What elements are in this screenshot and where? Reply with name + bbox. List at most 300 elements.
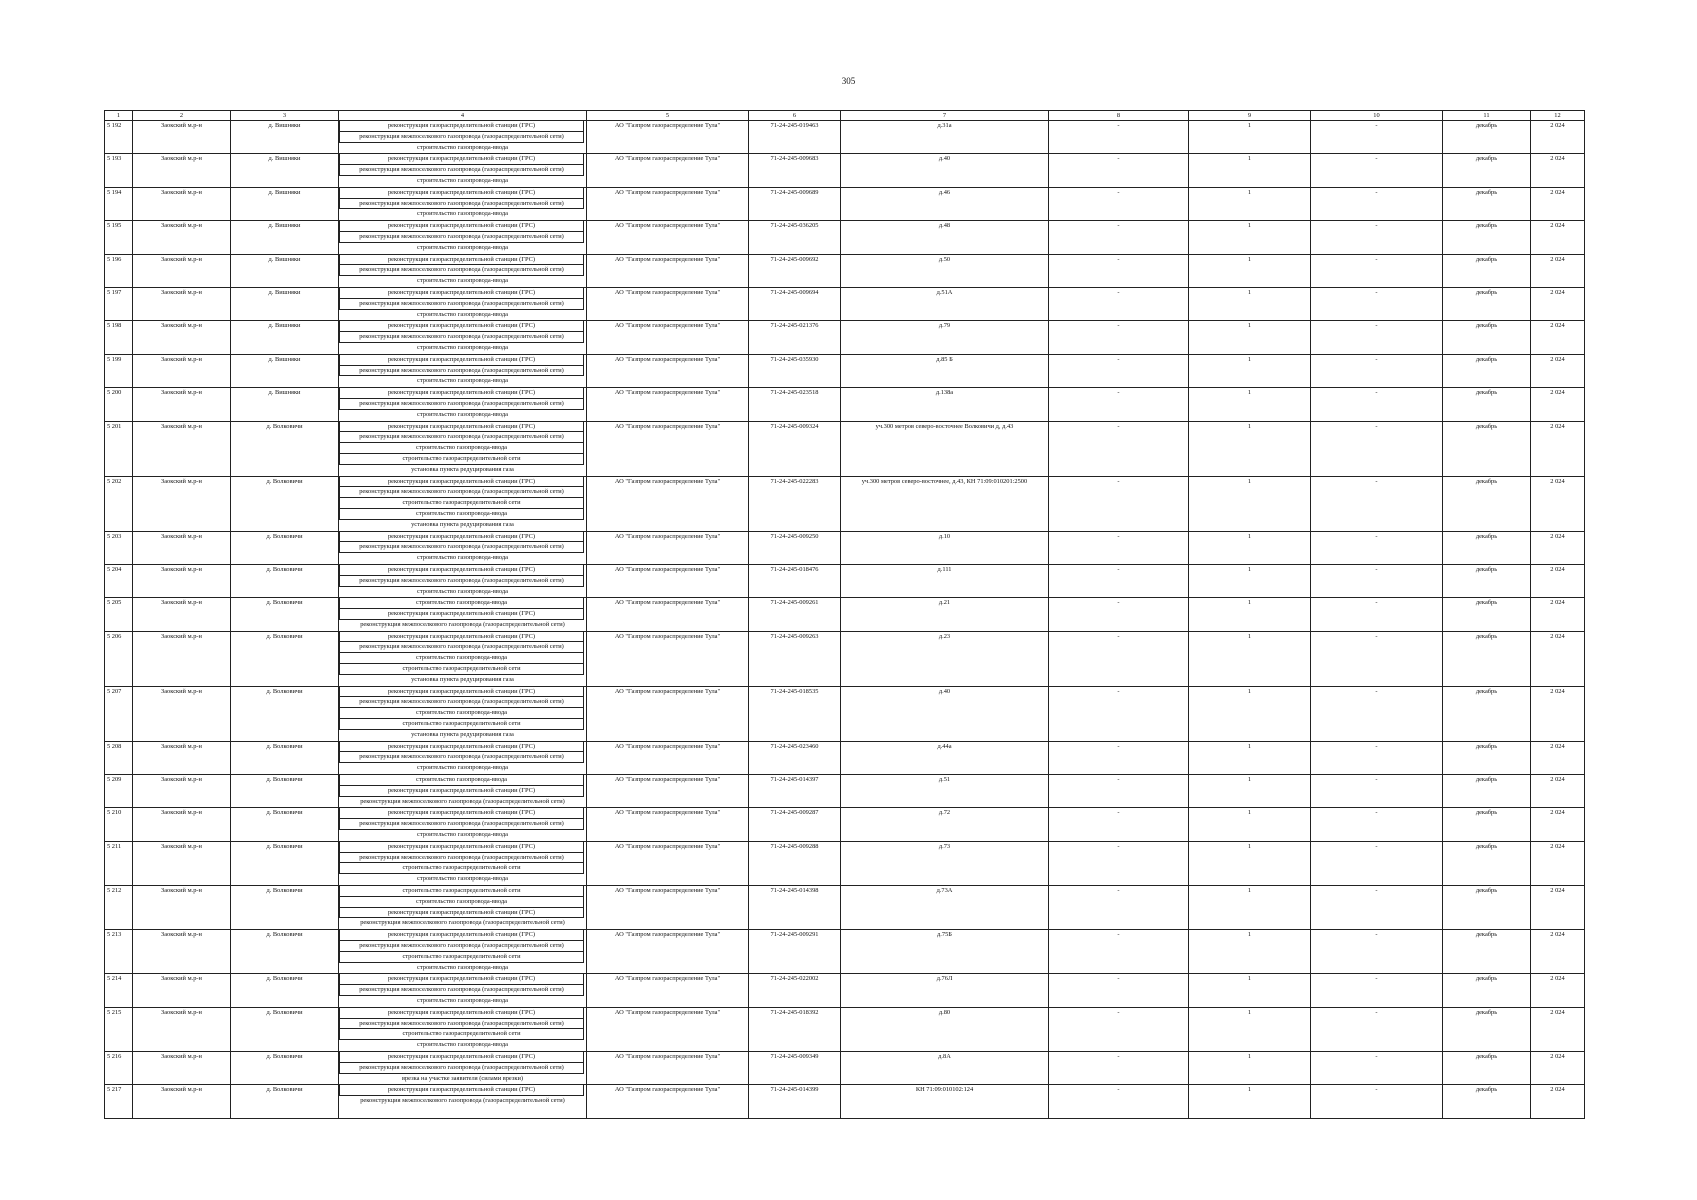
locality-cell: д. Волковичи (231, 930, 339, 974)
work-item: реконструкция межпоселкового газопровода (газораспределительной сети) (339, 697, 584, 708)
month-cell: декабрь (1443, 886, 1531, 930)
row-number: 5 217 (105, 1085, 133, 1118)
organization-cell: АО "Газпром газораспределение Тула" (587, 886, 749, 930)
district-cell: Заокский м.р-н (133, 388, 231, 421)
locality-cell: д. Волковичи (231, 1052, 339, 1085)
year-cell: 2 024 (1531, 598, 1585, 631)
col9-cell: 1 (1189, 476, 1311, 531)
column-header-11: 11 (1443, 111, 1531, 121)
locality-cell: д. Волковичи (231, 974, 339, 1007)
month-cell: декабрь (1443, 321, 1531, 354)
work-item: реконструкция межпоселкового газопровода (газораспределительной сети) (339, 1063, 584, 1074)
month-cell: декабрь (1443, 476, 1531, 531)
row-number: 5 192 (105, 121, 133, 154)
month-cell: декабрь (1443, 775, 1531, 808)
row-number: 5 199 (105, 354, 133, 387)
work-item: реконструкция межпоселкового газопровода (газораспределительной сети) (339, 132, 584, 143)
col9-cell: 1 (1189, 886, 1311, 930)
application-id-cell: 71-24-245-009287 (749, 808, 841, 841)
table-row (105, 154, 1585, 187)
col9-cell: 1 (1189, 531, 1311, 564)
year-cell: 2 024 (1531, 154, 1585, 187)
locality-cell: д. Вишняки (231, 187, 339, 220)
year-cell: 2 024 (1531, 531, 1585, 564)
locality-cell: д. Волковичи (231, 686, 339, 741)
locality-cell: д. Вишняки (231, 287, 339, 320)
col8-cell: - (1049, 631, 1189, 686)
district-cell: Заокский м.р-н (133, 154, 231, 187)
table-row (105, 354, 1585, 387)
month-cell: декабрь (1443, 154, 1531, 187)
col10-cell: - (1311, 1052, 1443, 1085)
col8-cell: - (1049, 1052, 1189, 1085)
application-id-cell: 71-24-245-009291 (749, 930, 841, 974)
work-item: реконструкция межпоселкового газопровода (газораспределительной сети) (339, 165, 584, 176)
col8-cell: - (1049, 1085, 1189, 1118)
year-cell: 2 024 (1531, 321, 1585, 354)
month-cell: декабрь (1443, 187, 1531, 220)
locality-cell: д. Волковичи (231, 1007, 339, 1051)
work-item: установка пункта редуцирования газа (411, 675, 514, 683)
address-cell: д.10 (841, 531, 1049, 564)
works-cell (339, 1052, 587, 1085)
works-cell (339, 1007, 587, 1051)
works-cell (339, 187, 587, 220)
col9-cell: 1 (1189, 121, 1311, 154)
table-row (105, 254, 1585, 287)
col9-cell: 1 (1189, 974, 1311, 1007)
application-id-cell: 71-24-245-009689 (749, 187, 841, 220)
application-id-cell: 71-24-245-009250 (749, 531, 841, 564)
works-cell (339, 476, 587, 531)
col8-cell: - (1049, 187, 1189, 220)
organization-cell: АО "Газпром газораспределение Тула" (587, 686, 749, 741)
organization-cell: АО "Газпром газораспределение Тула" (587, 841, 749, 885)
month-cell: декабрь (1443, 930, 1531, 974)
work-item: реконструкция газораспределительной станции (ГРС) (339, 930, 584, 941)
locality-cell: д. Вишняки (231, 254, 339, 287)
district-cell: Заокский м.р-н (133, 598, 231, 631)
col8-cell: - (1049, 974, 1189, 1007)
row-number: 5 204 (105, 564, 133, 597)
col10-cell: - (1311, 154, 1443, 187)
work-item: строительство газопровода-ввода (417, 963, 508, 971)
col8-cell: - (1049, 221, 1189, 254)
work-item: строительство газопровода-ввода (417, 277, 508, 285)
work-item: реконструкция межпоселкового газопровода (газораспределительной сети) (339, 366, 584, 377)
application-id-cell: 71-24-245-036205 (749, 221, 841, 254)
row-number: 5 197 (105, 287, 133, 320)
work-item: реконструкция межпоселкового газопровода (газораспределительной сети) (339, 576, 584, 587)
col8-cell: - (1049, 1007, 1189, 1051)
address-cell: д.21 (841, 598, 1049, 631)
col8-cell: - (1049, 886, 1189, 930)
works-cell (339, 741, 587, 774)
row-number: 5 196 (105, 254, 133, 287)
application-id-cell: 71-24-245-009692 (749, 254, 841, 287)
address-cell: д.40 (841, 154, 1049, 187)
work-item: установка пункта редуцирования газа (411, 730, 514, 738)
col8-cell: - (1049, 930, 1189, 974)
month-cell: декабрь (1443, 1007, 1531, 1051)
district-cell: Заокский м.р-н (133, 531, 231, 564)
col9-cell: 1 (1189, 1052, 1311, 1085)
year-cell: 2 024 (1531, 631, 1585, 686)
organization-cell: АО "Газпром газораспределение Тула" (587, 974, 749, 1007)
address-cell: д.46 (841, 187, 1049, 220)
work-item: строительство газопровода-ввода (417, 377, 508, 385)
col10-cell: - (1311, 531, 1443, 564)
row-number: 5 214 (105, 974, 133, 1007)
year-cell: 2 024 (1531, 1007, 1585, 1051)
month-cell: декабрь (1443, 631, 1531, 686)
organization-cell: АО "Газпром газораспределение Тула" (587, 121, 749, 154)
locality-cell: д. Волковичи (231, 741, 339, 774)
month-cell: декабрь (1443, 1052, 1531, 1085)
col8-cell: - (1049, 354, 1189, 387)
col10-cell: - (1311, 388, 1443, 421)
row-number: 5 211 (105, 841, 133, 885)
table-row (105, 974, 1585, 1007)
col8-cell: - (1049, 686, 1189, 741)
address-cell: КН 71:09:010102:124 (841, 1085, 1049, 1118)
application-id-cell: 71-24-245-009288 (749, 841, 841, 885)
organization-cell: АО "Газпром газораспределение Тула" (587, 421, 749, 476)
organization-cell: АО "Газпром газораспределение Тула" (587, 287, 749, 320)
col9-cell: 1 (1189, 775, 1311, 808)
column-header-10: 10 (1311, 111, 1443, 121)
organization-cell: АО "Газпром газораспределение Тула" (587, 598, 749, 631)
table-row (105, 930, 1585, 974)
work-item: реконструкция межпоселкового газопровода (газораспределительной сети) (339, 487, 584, 498)
table-row (105, 421, 1585, 476)
application-id-cell: 71-24-245-035930 (749, 354, 841, 387)
month-cell: декабрь (1443, 254, 1531, 287)
application-id-cell: 71-24-245-009324 (749, 421, 841, 476)
address-cell: уч.300 метров северо-восточнее, д.43, КН 71:09:010201:2500 (841, 476, 1049, 531)
address-cell: д.31а (841, 121, 1049, 154)
year-cell: 2 024 (1531, 930, 1585, 974)
works-cell (339, 1085, 587, 1118)
district-cell: Заокский м.р-н (133, 631, 231, 686)
works-cell (339, 287, 587, 320)
work-item: реконструкция межпоселкового газопровода (газораспределительной сети) (360, 797, 565, 805)
col10-cell: - (1311, 741, 1443, 774)
address-cell: д.85 Б (841, 354, 1049, 387)
col10-cell: - (1311, 775, 1443, 808)
month-cell: декабрь (1443, 388, 1531, 421)
table-row (105, 598, 1585, 631)
district-cell: Заокский м.р-н (133, 1085, 231, 1118)
col9-cell: 1 (1189, 254, 1311, 287)
year-cell: 2 024 (1531, 254, 1585, 287)
row-number: 5 194 (105, 187, 133, 220)
col10-cell: - (1311, 221, 1443, 254)
work-item: строительство газопровода-ввода (339, 708, 584, 719)
table-row (105, 121, 1585, 154)
table-row (105, 187, 1585, 220)
district-cell: Заокский м.р-н (133, 476, 231, 531)
col10-cell: - (1311, 598, 1443, 631)
work-item: реконструкция газораспределительной станции (ГРС) (339, 974, 584, 985)
row-number: 5 210 (105, 808, 133, 841)
address-cell: д.50 (841, 254, 1049, 287)
row-number: 5 200 (105, 388, 133, 421)
col8-cell: - (1049, 598, 1189, 631)
locality-cell: д. Вишняки (231, 321, 339, 354)
work-item: реконструкция газораспределительной станции (ГРС) (339, 609, 584, 620)
row-number: 5 193 (105, 154, 133, 187)
work-item: реконструкция газораспределительной станции (ГРС) (339, 321, 584, 332)
application-id-cell: 71-24-245-021376 (749, 321, 841, 354)
locality-cell: д. Волковичи (231, 841, 339, 885)
works-cell (339, 808, 587, 841)
table-row (105, 221, 1585, 254)
work-item: строительство газопровода-ввода (417, 764, 508, 772)
work-item: реконструкция газораспределительной станции (ГРС) (339, 908, 584, 919)
work-item: строительство газопровода-ввода (417, 554, 508, 562)
col8-cell: - (1049, 741, 1189, 774)
col10-cell: - (1311, 354, 1443, 387)
work-item: строительство газопровода-ввода (417, 1041, 508, 1049)
year-cell: 2 024 (1531, 886, 1585, 930)
year-cell: 2 024 (1531, 388, 1585, 421)
month-cell: декабрь (1443, 354, 1531, 387)
work-item: строительство газопровода-ввода (339, 653, 584, 664)
row-number: 5 208 (105, 741, 133, 774)
month-cell: декабрь (1443, 598, 1531, 631)
work-item: реконструкция газораспределительной станции (ГРС) (339, 477, 584, 488)
col9-cell: 1 (1189, 154, 1311, 187)
district-cell: Заокский м.р-н (133, 841, 231, 885)
col8-cell: - (1049, 808, 1189, 841)
year-cell: 2 024 (1531, 686, 1585, 741)
work-item: реконструкция межпоселкового газопровода (газораспределительной сети) (339, 199, 584, 210)
year-cell: 2 024 (1531, 421, 1585, 476)
table-row (105, 1085, 1585, 1118)
year-cell: 2 024 (1531, 808, 1585, 841)
table-row (105, 808, 1585, 841)
work-item: реконструкция газораспределительной станции (ГРС) (339, 188, 584, 199)
locality-cell: д. Вишняки (231, 388, 339, 421)
address-cell: д.76Л (841, 974, 1049, 1007)
col9-cell: 1 (1189, 631, 1311, 686)
column-header-8: 8 (1049, 111, 1189, 121)
district-cell: Заокский м.р-н (133, 775, 231, 808)
work-item: реконструкция газораспределительной станции (ГРС) (339, 422, 584, 433)
register-table (104, 110, 1585, 1119)
work-item: реконструкция межпоселкового газопровода (газораспределительной сети) (339, 232, 584, 243)
works-cell (339, 841, 587, 885)
works-cell (339, 121, 587, 154)
month-cell: декабрь (1443, 1085, 1531, 1118)
work-item: реконструкция газораспределительной станции (ГРС) (339, 288, 584, 299)
month-cell: декабрь (1443, 808, 1531, 841)
work-item: реконструкция межпоселкового газопровода (газораспределительной сети) (339, 332, 584, 343)
work-item: строительство газораспределительной сети (339, 454, 584, 465)
col9-cell: 1 (1189, 221, 1311, 254)
table-row (105, 1007, 1585, 1051)
column-header-12: 12 (1531, 111, 1585, 121)
organization-cell: АО "Газпром газораспределение Тула" (587, 1007, 749, 1051)
col10-cell: - (1311, 564, 1443, 597)
col9-cell: 1 (1189, 287, 1311, 320)
works-cell (339, 154, 587, 187)
year-cell: 2 024 (1531, 564, 1585, 597)
col9-cell: 1 (1189, 686, 1311, 741)
works-cell (339, 686, 587, 741)
locality-cell: д. Вишняки (231, 354, 339, 387)
column-header-2: 2 (133, 111, 231, 121)
year-cell: 2 024 (1531, 354, 1585, 387)
col10-cell: - (1311, 476, 1443, 531)
work-item: реконструкция межпоселкового газопровода (газораспределительной сети) (339, 265, 584, 276)
col10-cell: - (1311, 631, 1443, 686)
district-cell: Заокский м.р-н (133, 187, 231, 220)
year-cell: 2 024 (1531, 1085, 1585, 1118)
table-row (105, 476, 1585, 531)
work-item: реконструкция межпоселкового газопровода (газораспределительной сети) (339, 752, 584, 763)
col9-cell: 1 (1189, 741, 1311, 774)
work-item: строительство газораспределительной сети (339, 952, 584, 963)
header-row (105, 111, 1585, 121)
address-cell: д.48 (841, 221, 1049, 254)
works-cell (339, 886, 587, 930)
col10-cell: - (1311, 808, 1443, 841)
year-cell: 2 024 (1531, 775, 1585, 808)
organization-cell: АО "Газпром газораспределение Тула" (587, 564, 749, 597)
table-row (105, 388, 1585, 421)
application-id-cell: 71-24-245-009261 (749, 598, 841, 631)
address-cell: уч.300 метров северо-восточнее Волковичи д, д.43 (841, 421, 1049, 476)
work-item: реконструкция межпоселкового газопровода (газораспределительной сети) (339, 432, 584, 443)
work-item: строительство газопровода-ввода (417, 310, 508, 318)
district-cell: Заокский м.р-н (133, 808, 231, 841)
work-item: строительство газопровода-ввода (417, 343, 508, 351)
works-cell (339, 388, 587, 421)
work-item: строительство газопровода-ввода (417, 176, 508, 184)
work-item: реконструкция газораспределительной станции (ГРС) (339, 355, 584, 366)
table-row (105, 886, 1585, 930)
column-header-9: 9 (1189, 111, 1311, 121)
work-item: реконструкция межпоселкового газопровода (газораспределительной сети) (360, 919, 565, 927)
works-cell (339, 254, 587, 287)
organization-cell: АО "Газпром газораспределение Тула" (587, 476, 749, 531)
district-cell: Заокский м.р-н (133, 886, 231, 930)
col9-cell: 1 (1189, 930, 1311, 974)
locality-cell: д. Волковичи (231, 476, 339, 531)
year-cell: 2 024 (1531, 974, 1585, 1007)
table-row (105, 321, 1585, 354)
col10-cell: - (1311, 1085, 1443, 1118)
locality-cell: д. Волковичи (231, 631, 339, 686)
col9-cell: 1 (1189, 187, 1311, 220)
district-cell: Заокский м.р-н (133, 421, 231, 476)
organization-cell: АО "Газпром газораспределение Тула" (587, 1052, 749, 1085)
year-cell: 2 024 (1531, 741, 1585, 774)
col8-cell: - (1049, 775, 1189, 808)
col9-cell: 1 (1189, 1007, 1311, 1051)
col10-cell: - (1311, 321, 1443, 354)
month-cell: декабрь (1443, 564, 1531, 597)
work-item: реконструкция газораспределительной станции (ГРС) (339, 786, 584, 797)
col9-cell: 1 (1189, 321, 1311, 354)
col8-cell: - (1049, 564, 1189, 597)
work-item: реконструкция межпоселкового газопровода (газораспределительной сети) (360, 1097, 565, 1105)
district-cell: Заокский м.р-н (133, 321, 231, 354)
row-number: 5 207 (105, 686, 133, 741)
work-item: строительство газопровода-ввода (339, 775, 584, 786)
locality-cell: д. Вишняки (231, 154, 339, 187)
works-cell (339, 974, 587, 1007)
locality-cell: д. Волковичи (231, 564, 339, 597)
column-header-6: 6 (749, 111, 841, 121)
works-cell (339, 321, 587, 354)
year-cell: 2 024 (1531, 121, 1585, 154)
work-item: врезка на участке заявителя (силами врезки) (401, 1074, 524, 1082)
district-cell: Заокский м.р-н (133, 686, 231, 741)
work-item: реконструкция газораспределительной станции (ГРС) (339, 121, 584, 132)
work-item: строительство газопровода-ввода (417, 410, 508, 418)
district-cell: Заокский м.р-н (133, 974, 231, 1007)
col10-cell: - (1311, 974, 1443, 1007)
work-item: строительство газопровода-ввода (339, 897, 584, 908)
table-row (105, 1052, 1585, 1085)
col8-cell: - (1049, 287, 1189, 320)
row-number: 5 205 (105, 598, 133, 631)
work-item: строительство газопровода-ввода (417, 210, 508, 218)
year-cell: 2 024 (1531, 187, 1585, 220)
address-cell: д.51А (841, 287, 1049, 320)
work-item: установка пункта редуцирования газа (411, 465, 514, 473)
table-row (105, 631, 1585, 686)
district-cell: Заокский м.р-н (133, 354, 231, 387)
application-id-cell: 71-24-245-009349 (749, 1052, 841, 1085)
organization-cell: АО "Газпром газораспределение Тула" (587, 808, 749, 841)
work-item: строительство газопровода-ввода (417, 587, 508, 595)
application-id-cell: 71-24-245-009683 (749, 154, 841, 187)
work-item: реконструкция газораспределительной станции (ГРС) (339, 1008, 584, 1019)
address-cell: д.40 (841, 686, 1049, 741)
locality-cell: д. Волковичи (231, 421, 339, 476)
work-item: реконструкция газораспределительной станции (ГРС) (339, 388, 584, 399)
district-cell: Заокский м.р-н (133, 254, 231, 287)
table-row (105, 686, 1585, 741)
organization-cell: АО "Газпром газораспределение Тула" (587, 930, 749, 974)
locality-cell: д. Вишняки (231, 121, 339, 154)
application-id-cell: 71-24-245-019463 (749, 121, 841, 154)
row-number: 5 202 (105, 476, 133, 531)
work-item: реконструкция газораспределительной станции (ГРС) (339, 154, 584, 165)
col9-cell: 1 (1189, 421, 1311, 476)
col10-cell: - (1311, 254, 1443, 287)
organization-cell: АО "Газпром газораспределение Тула" (587, 775, 749, 808)
year-cell: 2 024 (1531, 221, 1585, 254)
month-cell: декабрь (1443, 531, 1531, 564)
application-id-cell: 71-24-245-023518 (749, 388, 841, 421)
column-header-1: 1 (105, 111, 133, 121)
column-header-5: 5 (587, 111, 749, 121)
district-cell: Заокский м.р-н (133, 1007, 231, 1051)
work-item: установка пункта редуцирования газа (411, 520, 514, 528)
month-cell: декабрь (1443, 686, 1531, 741)
table-row (105, 531, 1585, 564)
col8-cell: - (1049, 321, 1189, 354)
work-item: строительство газораспределительной сети (339, 1029, 584, 1040)
address-cell: д.72 (841, 808, 1049, 841)
work-item: реконструкция газораспределительной станции (ГРС) (339, 532, 584, 543)
col10-cell: - (1311, 686, 1443, 741)
